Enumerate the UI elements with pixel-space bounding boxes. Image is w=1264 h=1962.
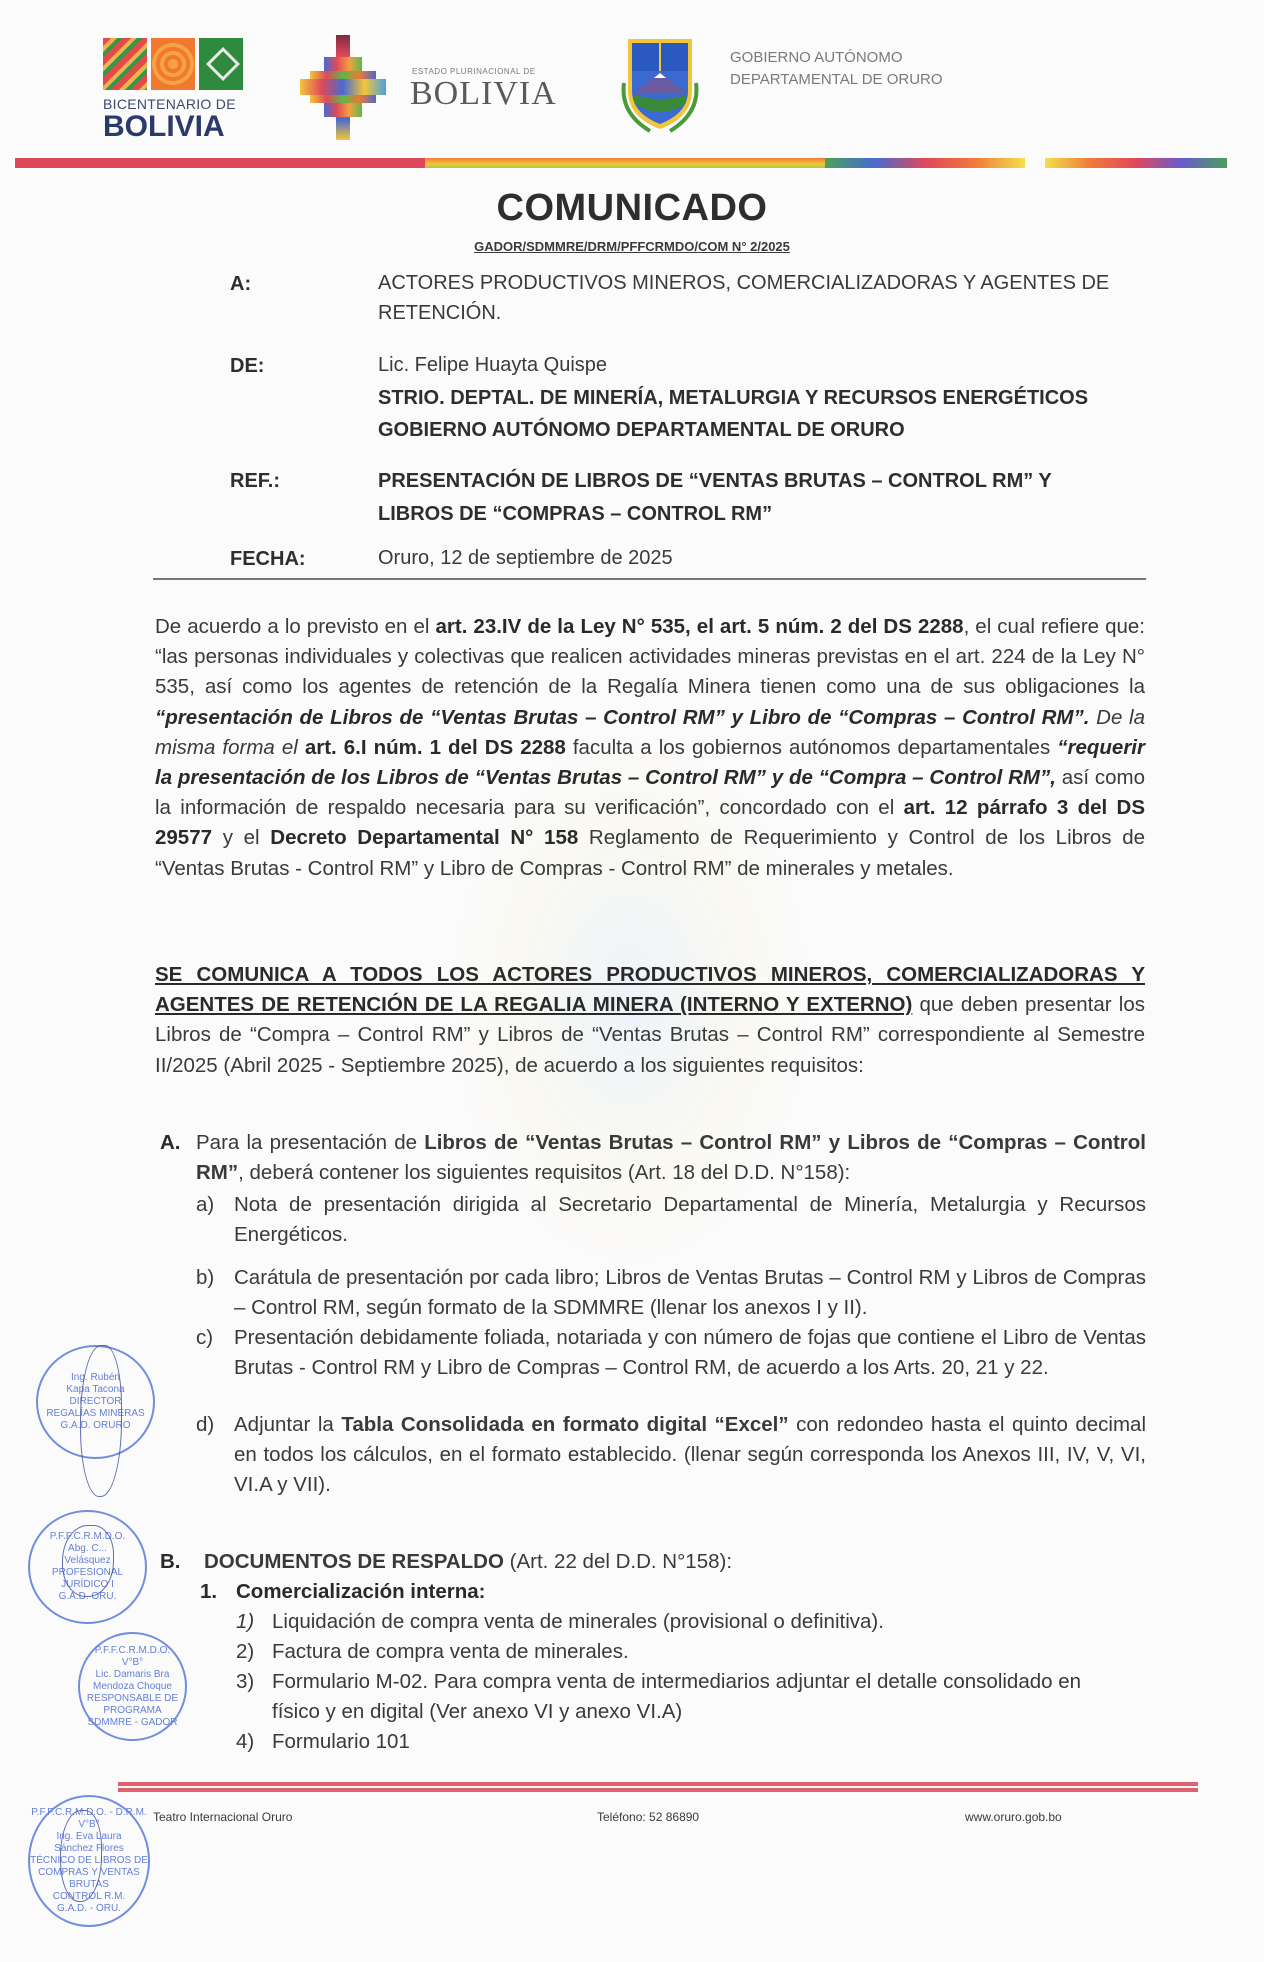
emphasized-text: Libros de “Ventas Brutas – Control RM” y Libros de “Compras – Control RM” — [196, 1131, 1146, 1185]
document-item: Factura de compra venta de minerales. — [272, 1640, 629, 1663]
header-rainbow-divider — [15, 158, 1227, 168]
stamp-text: V°B° — [121, 1656, 144, 1668]
document-marker: 2) — [236, 1640, 255, 1663]
ref-value: PRESENTACIÓN DE LIBROS DE “VENTAS BRUTAS – CONTROL RM” Y LIBROS DE “COMPRAS – CONTROL RM” — [378, 470, 1052, 525]
text-run: y el — [212, 826, 271, 850]
footer-divider-bottom — [118, 1788, 1198, 1792]
document-marker: 1) — [236, 1610, 255, 1633]
section-a-intro — [196, 1128, 1146, 1188]
stamp-text: DIRECTOR — [69, 1396, 122, 1407]
estado-plurinacional-logo — [300, 35, 557, 140]
section-b-marker: B. — [160, 1550, 181, 1573]
paragraph-communication — [155, 960, 1145, 1081]
text-run: Para la presentación de — [196, 1131, 425, 1154]
stamp-text: P.F.F.C.R.M.D.O. - D.R.M. — [31, 1807, 147, 1818]
government-title-line1: GOBIERNO AUTÓNOMO — [730, 49, 903, 66]
stamp-text: Mendoza Choque — [93, 1680, 172, 1692]
paragraph-legal-basis — [155, 612, 1145, 884]
requirement-marker: c) — [196, 1326, 214, 1349]
requirement-marker: a) — [196, 1193, 215, 1216]
emphasized-text: art. 6.I núm. 1 del DS 2288 — [304, 735, 566, 759]
header-separator — [153, 578, 1146, 580]
subsection-1-title: Comercialización interna: — [236, 1580, 486, 1603]
text-run: Carátula de presentación por cada libro; Libros de Ventas Brutas – Control RM y Libros de Compras – Control RM, según formato de la SDMMRE (llenar los anexos I y II). — [234, 1266, 1146, 1320]
ref-label: REF.: — [230, 470, 280, 492]
estado-title: BOLIVIA — [410, 75, 557, 112]
emphasized-text: “requerir la presentación de los Libros de “Ventas Brutas – Control RM” y de “Compra – Control RM”, — [155, 735, 1145, 790]
government-title-line2: DEPARTAMENTAL DE ORURO — [730, 71, 943, 88]
text-run: , el cual refiere que: “las personas individuales y colectivas que realicen actividades mineras previstas en el art. 224 de la Ley N° 535, así como los agentes de retención de la Regalía Minera tienen como una de sus obligaciones la — [155, 615, 1145, 699]
footer-website[interactable]: www.oruro.gob.bo — [965, 1810, 1062, 1824]
text-run: Adjuntar la — [234, 1413, 342, 1436]
footer-address: Teatro Internacional Oruro — [153, 1810, 293, 1824]
text-run: De acuerdo a lo previsto en el — [155, 615, 436, 638]
to-value: ACTORES PRODUCTIVOS MINEROS, COMERCIALIZADORAS Y AGENTES DE RETENCIÓN. — [378, 272, 1110, 324]
bicentenario-subtitle: BICENTENARIO DE — [103, 96, 236, 112]
stamp-text: G.A.D. - ORU. — [57, 1903, 121, 1914]
to-label: A: — [230, 273, 252, 295]
from-name: Lic. Felipe Huayta Quispe — [378, 354, 608, 376]
emphasized-text: art. 12 párrafo 3 del DS 29577 — [155, 796, 1145, 850]
stamp-text: G.A.D. ORURO — [60, 1420, 131, 1431]
stamp-text: JURÍDICO I — [61, 1579, 114, 1590]
text-run: , deberá contener los siguientes requisitos (Art. 18 del D.D. N°158): — [238, 1161, 851, 1185]
bicentenario-title: BOLIVIA — [103, 110, 225, 143]
bicentenario-emblem-icon — [103, 38, 253, 90]
document-marker: 4) — [236, 1730, 255, 1753]
stamp-text: G.A.D. ORU. — [58, 1591, 117, 1602]
footer-phone: Teléfono: 52 86890 — [597, 1810, 700, 1824]
stamp-text: Ing. Eva Laura — [56, 1831, 122, 1842]
requirement-item — [234, 1263, 1146, 1323]
stamp-text: SDMMRE - GADOR — [87, 1716, 178, 1728]
section-a-marker: A. — [160, 1131, 181, 1154]
emphasized-text: art. 23.IV de la Ley N° 535, el art. 5 núm. 2 del DS 2288 — [435, 615, 964, 638]
stamp-text: V°B° — [78, 1819, 100, 1830]
subsection-1-marker: 1. — [200, 1580, 218, 1603]
stamp-text: TÉCNICO DE LIBROS DE — [30, 1855, 148, 1866]
stamp-text: P.F.F.C.R.M.D.O. — [49, 1531, 126, 1542]
section-b-title: DOCUMENTOS DE RESPALDO — [204, 1550, 504, 1573]
text-run: faculta a los gobiernos autónomos departamentales — [565, 735, 1058, 759]
communication-text: que deben presentar los Libros de “Compra – Control RM” y Libros de “Ventas Brutas – Control RM” correspondiente al Semestre II/2025 (Abril 2025 - Septiembre 2025), de acuerdo a los siguientes requisitos: — [155, 993, 1145, 1077]
oruro-coat-of-arms-icon — [620, 33, 700, 133]
stamp-text: RESPONSABLE DE PROGRAMA — [86, 1692, 179, 1716]
communication-heading: SE COMUNICA A TODOS LOS ACTORES PRODUCTIVOS MINEROS, COMERCIALIZADORAS Y AGENTES DE RETENCIÓN DE LA REGALIA MINERA (INTERNO Y EXTERNO) — [155, 963, 1145, 1017]
requirement-item — [234, 1323, 1146, 1383]
footer-divider-top — [118, 1782, 1198, 1786]
emphasized-text: De la misma forma el — [155, 705, 1145, 759]
date-label: FECHA: — [230, 548, 306, 570]
emphasized-text: Decreto Departamental N° 158 — [270, 826, 579, 850]
government-title — [730, 47, 943, 91]
signature-icon — [62, 1525, 114, 1597]
requirement-marker: d) — [196, 1413, 215, 1436]
chakana-cross-icon — [300, 35, 390, 140]
stamp-text: Sánchez Flores — [54, 1843, 124, 1854]
document-item: Formulario 101 — [272, 1730, 410, 1753]
stamp-text: CONTROL R.M. — [52, 1891, 126, 1902]
text-run: Presentación debidamente foliada, notariada y con número de fojas que contiene el Libro de Ventas Brutas - Control RM y Libro de Compras – Control RM, de acuerdo a los Arts. 20, 21 y 22. — [234, 1326, 1146, 1380]
bicentenario-logo — [103, 38, 253, 142]
requirement-item — [234, 1190, 1146, 1250]
text-run: con redondeo hasta el quinto decimal en todos los cálculos, en el formato establecido. (llenar según corresponda los Anexos III, IV, V, VI, VI.A y VII). — [234, 1413, 1147, 1497]
stamp-text: COMPRAS Y VENTAS BRUTAS — [38, 1867, 140, 1890]
from-label: DE: — [230, 355, 265, 377]
requirement-marker: b) — [196, 1266, 215, 1289]
from-role: STRIO. DEPTAL. DE MINERÍA, METALURGIA Y RECURSOS ENERGÉTICOS — [378, 387, 1089, 409]
stamp-text: Ing. Rubén — [71, 1372, 120, 1383]
stamp-text: Abg. C... — [68, 1543, 107, 1554]
document-marker: 3) — [236, 1670, 255, 1693]
section-b-title-rest: (Art. 22 del D.D. N°158): — [503, 1550, 733, 1573]
stamp-text: Kapa Tacona — [66, 1384, 125, 1395]
date-value: Oruro, 12 de septiembre de 2025 — [378, 547, 673, 569]
document-reference-code: GADOR/SDMMRE/DRM/PFFCRMDO/COM N° 2/2025 — [474, 239, 790, 254]
stamp-text: Velásquez — [64, 1555, 111, 1566]
text-run: Nota de presentación dirigida al Secretario Departamental de Minería, Metalurgia y Recursos Energéticos. — [234, 1193, 1146, 1247]
stamp-text: Lic. Damaris Bra — [95, 1668, 170, 1680]
stamp-text: REGALÍAS MINERAS — [46, 1408, 145, 1419]
emphasized-text: “presentación de Libros de “Ventas Brutas – Control RM” y Libro de “Compras – Control RM”. — [155, 705, 1090, 729]
text-run: así como la información de respaldo necesaria para su verificación”, concordado con el — [155, 766, 1145, 820]
stamp-text: PROFESIONAL — [51, 1567, 124, 1578]
signature-icon — [60, 1810, 102, 1902]
document-item: Formulario M-02. Para compra venta de intermediarios adjuntar el detalle consolidado en físico y en digital (Ver anexo VI y anexo VI.A) — [272, 1670, 1082, 1724]
document-item: Liquidación de compra venta de minerales (provisional o definitiva). — [272, 1610, 884, 1633]
signature-icon — [80, 1345, 122, 1497]
document-title: COMUNICADO — [496, 187, 768, 229]
stamp-responsable-programa — [78, 1632, 187, 1741]
estado-subtitle: ESTADO PLURINACIONAL DE — [412, 67, 536, 76]
section-b-heading — [204, 1547, 1144, 1577]
stamp-text: P.F.F.C.R.M.D.O. — [94, 1644, 171, 1656]
requirement-item — [234, 1410, 1146, 1501]
from-organization: GOBIERNO AUTÓNOMO DEPARTAMENTAL DE ORURO — [378, 419, 905, 441]
text-run: Reglamento de Requerimiento y Control de los Libros de “Ventas Brutas - Control RM” y Libro de Compras - Control RM” de minerales y metales. — [155, 826, 1145, 880]
emphasized-text: Tabla Consolidada en formato digital “Excel” — [341, 1413, 789, 1436]
